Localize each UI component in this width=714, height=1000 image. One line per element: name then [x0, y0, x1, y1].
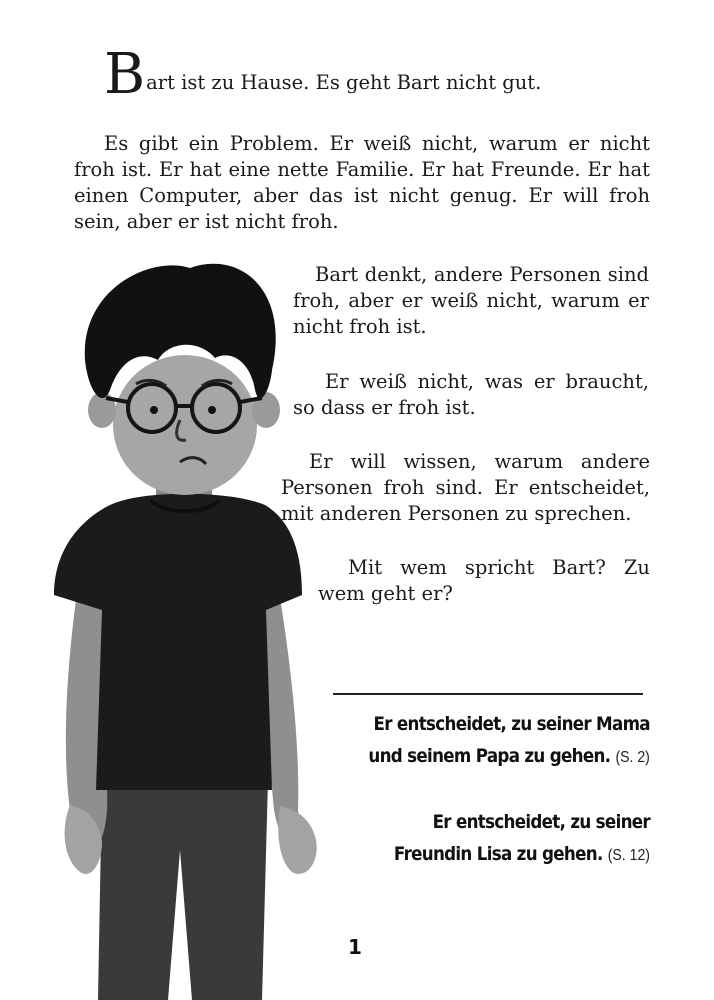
drop-cap: B	[104, 42, 146, 107]
page-number: 1	[348, 935, 362, 959]
paragraph-what-he-needs: Er weiß nicht, was er braucht, so dass er froh ist.	[293, 370, 649, 419]
choice-lisa-page-ref[interactable]: (S. 12)	[607, 847, 650, 864]
choice-parents[interactable]	[369, 708, 650, 774]
opening-paragraph	[104, 42, 664, 107]
choice-parents-page-ref[interactable]: (S. 2)	[615, 749, 650, 766]
opening-text: art ist zu Hause. Es geht Bart nicht gut.	[146, 71, 542, 94]
choice-lisa-line1: Er entscheidet, zu seiner	[432, 811, 650, 833]
choice-parents-line1: Er entscheidet, zu seiner Mama	[373, 713, 650, 735]
boy-with-glasses-illustration	[40, 250, 340, 1000]
paragraph-problem: Es gibt ein Problem. Er weiß nicht, warum er nicht froh ist. Er hat eine nette Familie. Er hat Freunde. Er hat einen Computer, aber das ist nicht genug. Er will froh sein, aber er ist nicht froh.	[74, 132, 650, 233]
paragraph-decision: Er will wissen, warum andere Personen froh sind. Er entscheidet, mit anderen Personen zu sprechen.	[281, 450, 650, 525]
choice-lisa-line2: Freundin Lisa zu gehen.	[393, 843, 603, 865]
paragraph-question: Mit wem spricht Bart? Zu wem geht er?	[318, 556, 650, 605]
paragraph-others-happy: Bart denkt, andere Personen sind froh, aber er weiß nicht, warum er nicht froh ist.	[293, 263, 649, 338]
choice-lisa[interactable]	[394, 806, 650, 872]
choice-parents-line2: und seinem Papa zu gehen.	[368, 745, 611, 767]
choice-divider	[333, 693, 643, 695]
